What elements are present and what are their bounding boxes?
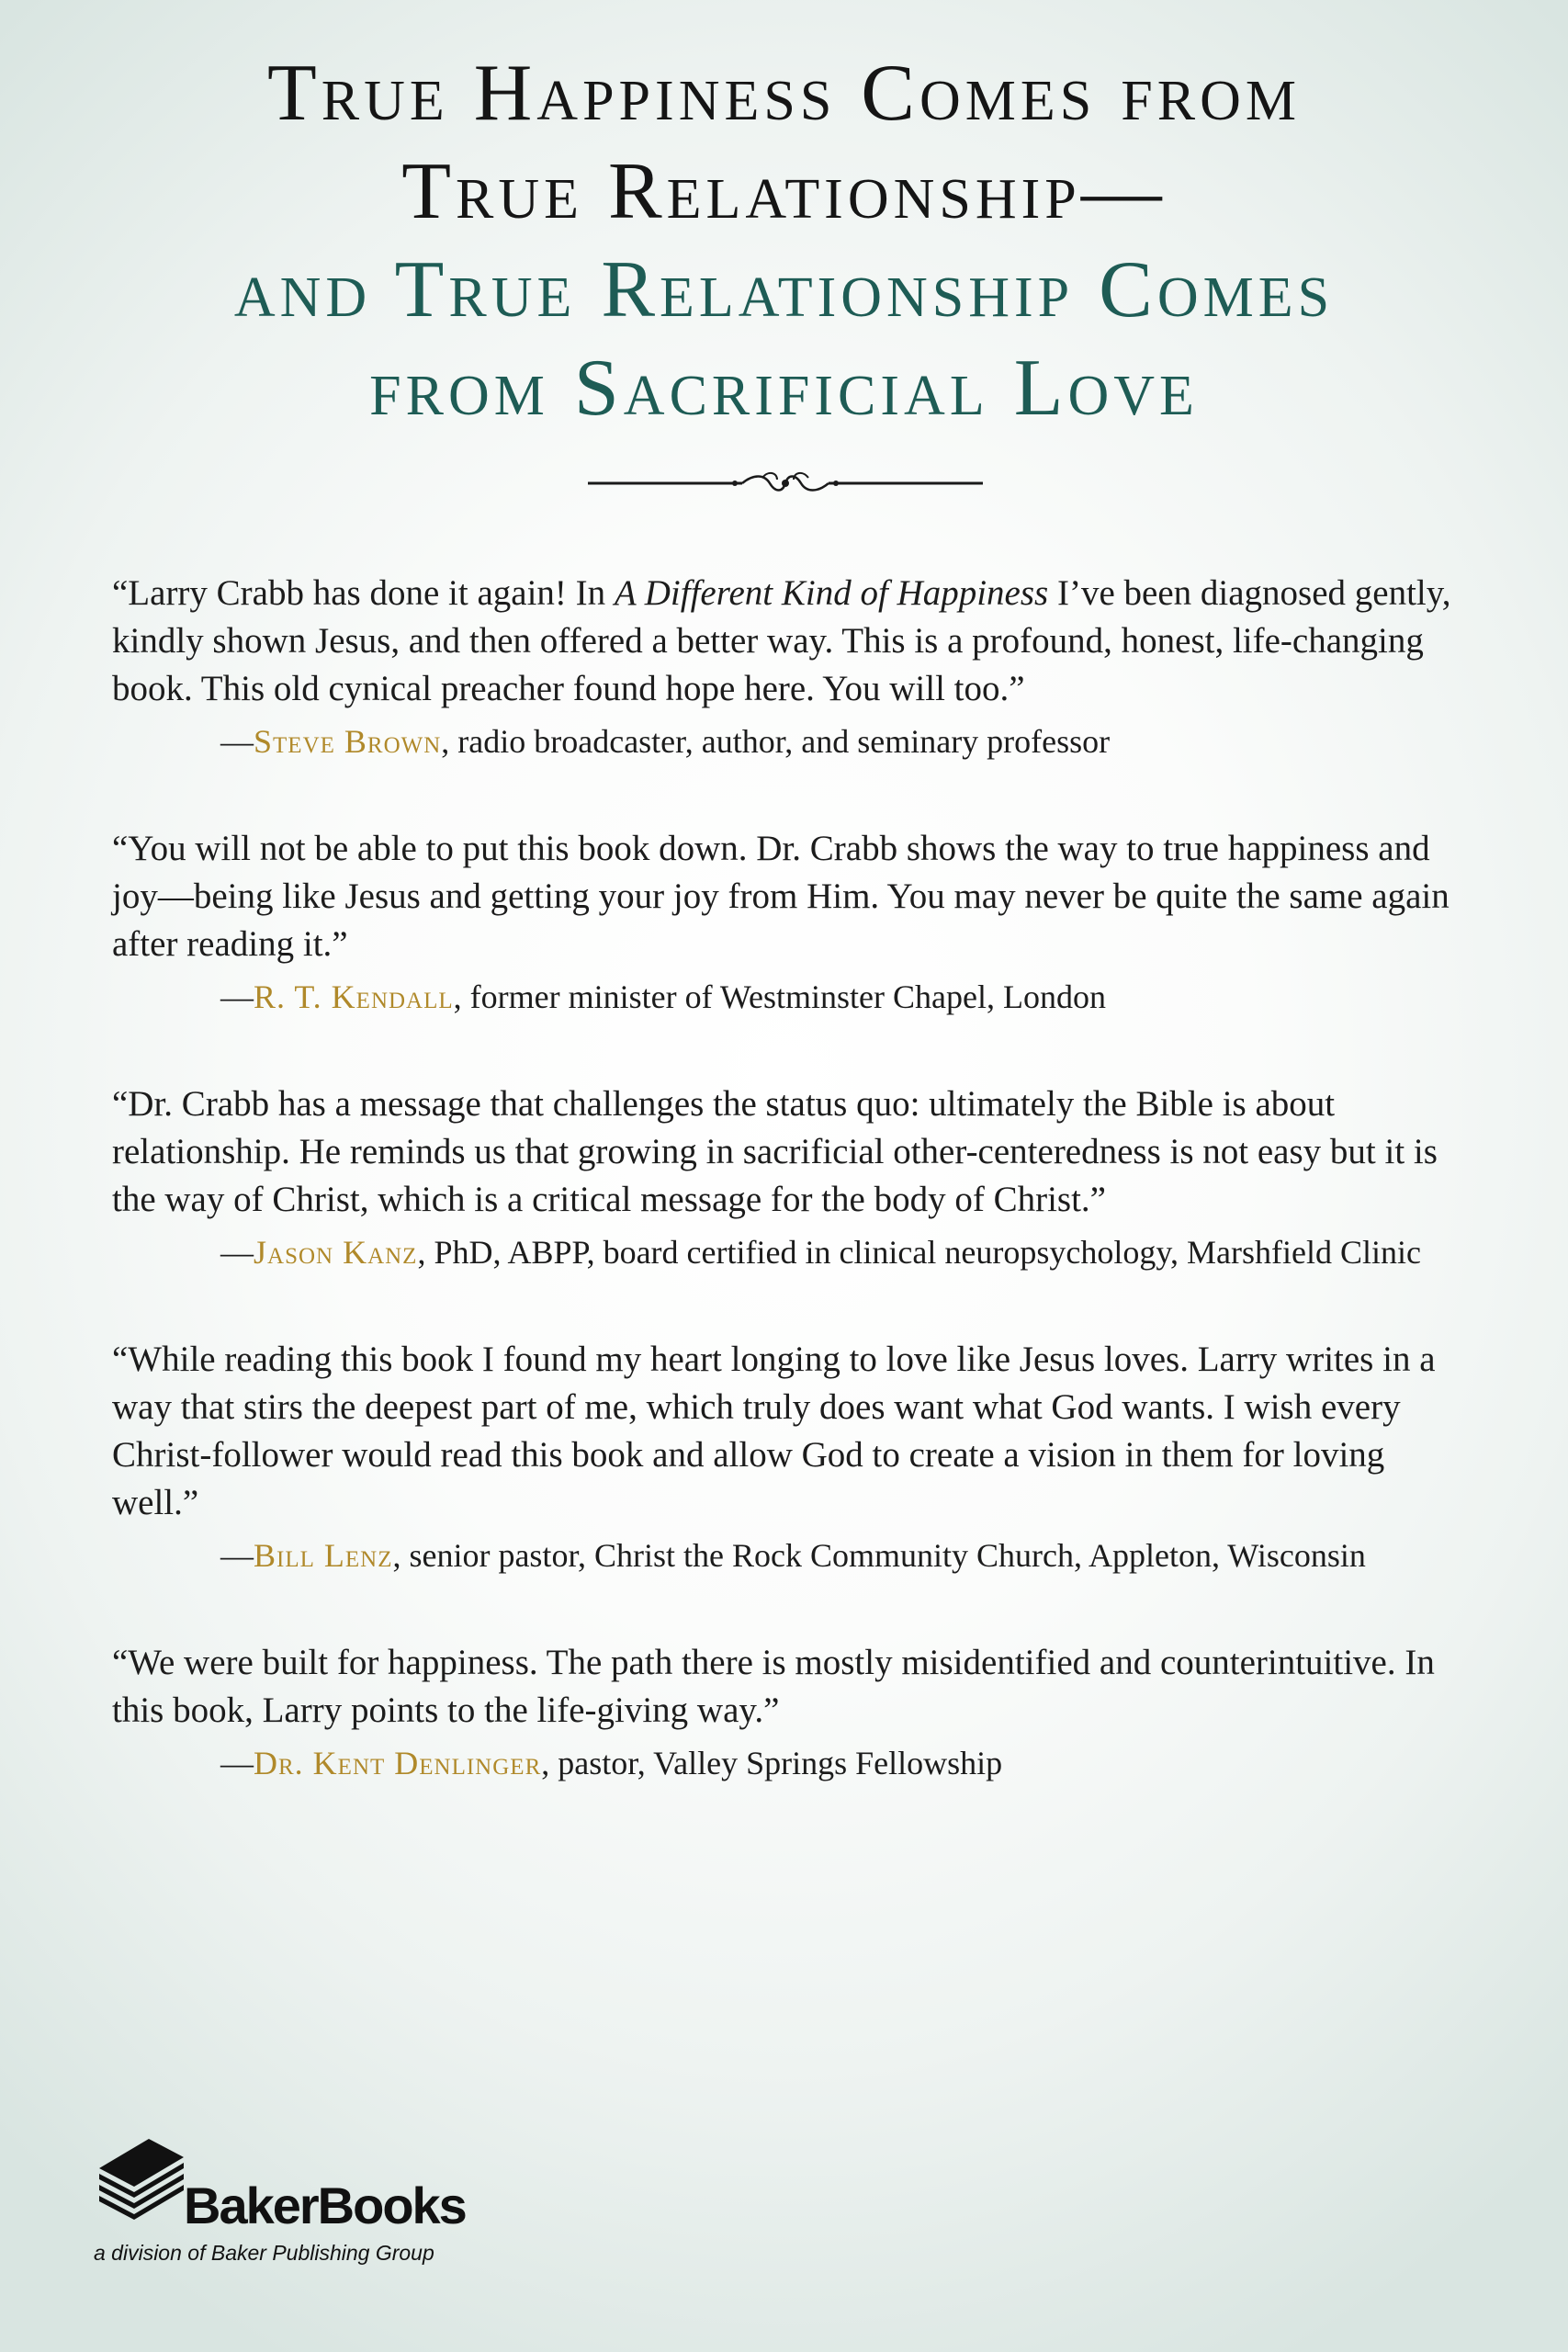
back-cover-headline — [0, 44, 1568, 437]
endorsement-quote: “Dr. Crabb has a message that challenges the status quo: ultimately the Bible is about relationship. He reminds us that growing in sacrificial other-centeredness is not easy but it is the way of Christ, which is a critical message for the body of Christ.” — [112, 1084, 1438, 1219]
endorser-name: R. T. Kendall — [254, 978, 454, 1015]
endorsement-quote: “Larry Crabb has done it again! In A Different Kind of Happiness I’ve been diagnosed gently, kindly shown Jesus, and then offered a better way. This is a profound, honest, life-changing book. This old cynical preacher found hope here. You will too.” — [112, 573, 1451, 708]
headline-line-3: and True Relationship Comes — [233, 245, 1335, 334]
book-title: A Different Kind of Happiness — [614, 573, 1049, 613]
endorsement-kent-denlinger — [112, 1639, 1462, 1786]
endorser-name: Dr. Kent Denlinger — [254, 1745, 542, 1781]
endorsement-attribution: —Bill Lenz, senior pastor, Christ the Rock Community Church, Appleton, Wisconsin — [220, 1537, 1366, 1574]
open-book-icon — [92, 2124, 193, 2225]
endorser-name: Jason Kanz — [254, 1234, 418, 1271]
endorsement-attribution: —Dr. Kent Denlinger, pastor, Valley Springs Fellowship — [220, 1745, 1003, 1781]
endorsement-jason-kanz — [112, 1080, 1462, 1275]
endorsement-attribution: —Jason Kanz, PhD, ABPP, board certified in clinical neuropsychology, Marshfield Clinic — [220, 1234, 1421, 1271]
publisher-name: BakerBooks — [184, 2177, 466, 2234]
flourish-divider-icon — [588, 467, 983, 500]
headline-line-1: True Happiness Comes from — [267, 49, 1301, 138]
endorsements — [112, 570, 1462, 1847]
endorser-name: Steve Brown — [254, 723, 442, 760]
headline-line-2: True Relationship— — [401, 147, 1167, 236]
endorsement-attribution: —Steve Brown, radio broadcaster, author, and seminary professor — [220, 723, 1111, 760]
endorsement-attribution: —R. T. Kendall, former minister of Westminster Chapel, London — [220, 978, 1106, 1015]
endorsement-bill-lenz — [112, 1336, 1462, 1578]
endorsement-steve-brown — [112, 570, 1462, 764]
headline-line-4: from Sacrificial Love — [369, 344, 1199, 433]
publisher-subtitle: a division of Baker Publishing Group — [94, 2241, 434, 2265]
endorsement-quote: “We were built for happiness. The path there is mostly misidentified and counterintuitive. In this book, Larry points to the life-giving way.” — [112, 1643, 1435, 1730]
publisher-logo — [92, 2124, 570, 2265]
endorsement-rt-kendall — [112, 825, 1462, 1020]
endorsement-quote: “While reading this book I found my heart longing to love like Jesus loves. Larry writes in a way that stirs the deepest part of me, which truly does want what God wants. I wish every Christ-follower would read this book and allow God to create a vision in them for loving well.” — [112, 1340, 1436, 1522]
endorser-name: Bill Lenz — [254, 1537, 393, 1574]
endorsement-quote: “You will not be able to put this book down. Dr. Crabb shows the way to true happiness and joy—being like Jesus and getting your joy from Him. You may never be quite the same again after reading it.” — [112, 829, 1450, 964]
